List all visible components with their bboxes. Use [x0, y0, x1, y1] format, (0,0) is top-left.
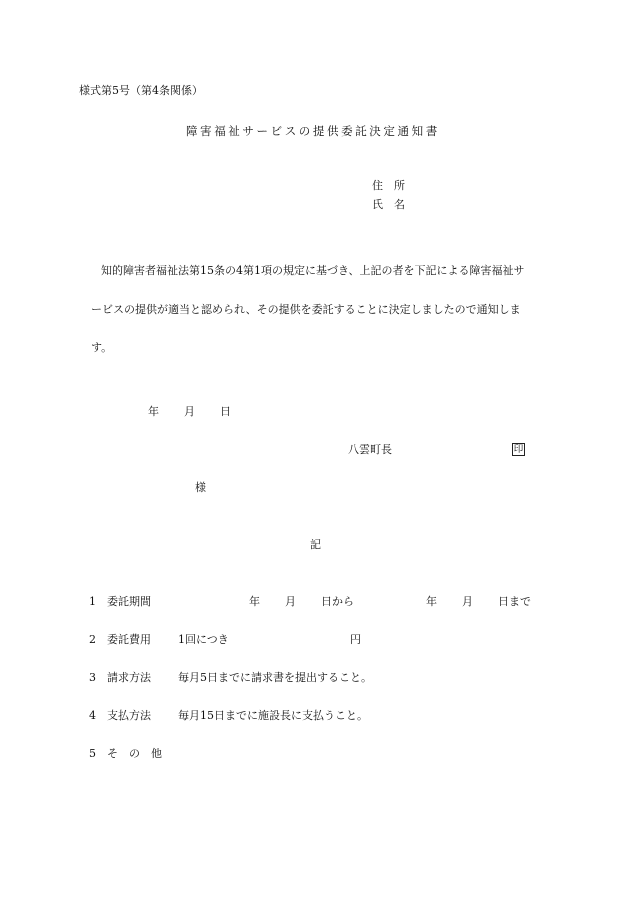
item-label: 委託期間	[107, 595, 151, 608]
name-label: 氏 名	[372, 198, 405, 211]
billing-method-value: 毎月5日までに請求書を提出すること。	[178, 671, 372, 684]
body-line-3: す。	[91, 341, 113, 354]
document-title: 障害福祉サービスの提供委託決定通知書	[186, 124, 440, 138]
date-year: 年	[148, 405, 159, 418]
period-end-month: 月	[462, 595, 473, 608]
seal-mark: 印	[513, 444, 524, 455]
body-line-1: 知的障害者福祉法第15条の4第1項の規定に基づき、上記の者を下記による障害福祉サ	[101, 264, 525, 277]
fee-prefix: 1回につき	[178, 633, 229, 646]
issuer-title: 八雲町長	[348, 443, 392, 456]
item-label: 請求方法	[107, 671, 151, 684]
address-label: 住 所	[372, 179, 405, 192]
item-label: 支払方法	[107, 709, 151, 722]
date-month: 月	[184, 405, 195, 418]
period-start-month: 月	[285, 595, 296, 608]
period-start-year: 年	[249, 595, 260, 608]
period-start-day: 日から	[321, 595, 354, 608]
item-number: 3	[89, 671, 96, 684]
fee-unit: 円	[350, 633, 361, 646]
item-number: 5	[89, 747, 96, 760]
item-label: 委託費用	[107, 633, 151, 646]
addressee-suffix: 様	[195, 481, 206, 494]
payment-method-value: 毎月15日までに施設長に支払うこと。	[178, 709, 368, 722]
form-number: 様式第5号（第4条関係）	[79, 84, 203, 97]
item-number: 2	[89, 633, 96, 646]
item-number: 1	[89, 595, 96, 608]
item-number: 4	[89, 709, 96, 722]
ki-heading: 記	[310, 538, 321, 551]
body-line-2: ービスの提供が適当と認められ、その提供を委託することに決定しましたので通知しま	[91, 303, 521, 316]
period-end-year: 年	[426, 595, 437, 608]
item-label: そ の 他	[107, 747, 162, 760]
period-end-day: 日まで	[498, 595, 531, 608]
date-day: 日	[220, 405, 231, 418]
